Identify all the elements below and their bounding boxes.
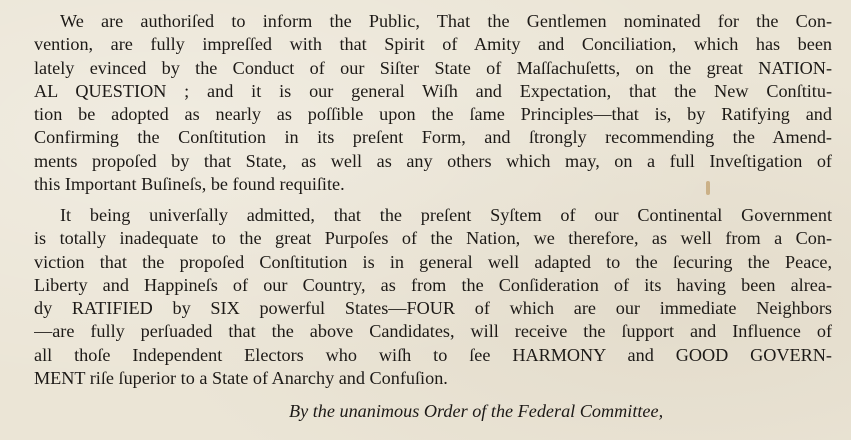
paragraph-announcement — [34, 10, 832, 196]
paragraph-argument — [34, 204, 832, 390]
paragraph-line: is totally inadequate to the great Purpoſes of the Nation, we therefore, as well from a Con- — [34, 228, 832, 249]
paragraph-line: It being univerſally admitted, that the preſent Syſtem of our Continental Government — [60, 205, 832, 225]
paragraph-line: vention, are fully impreſſed with that Spirit of Amity and Conciliation, which has been — [34, 34, 832, 55]
paragraph-line: Confirming the Conſtitution in its preſent Form, and ſtrongly recommending the Amend- — [34, 127, 832, 148]
paragraph-line: —are fully perſuaded that the above Candidates, will receive the ſupport and Influence of — [34, 321, 832, 342]
paragraph-line: all thoſe Independent Electors who wiſh to ſee HARMONY and GOOD GOVERN- — [34, 344, 832, 365]
closing-signature: By the unanimous Order of the Federal Committee, — [289, 401, 664, 421]
paragraph-line: We are authoriſed to inform the Public, That the Gentlemen nominated for the Con- — [60, 11, 832, 31]
paragraph-line: dy RATIFIED by SIX powerful States—FOUR of which are our immediate Neighbors — [34, 298, 832, 319]
paragraph-line: MENT riſe ſuperior to a State of Anarchy and Confuſion. — [34, 368, 448, 389]
paragraph-line: Liberty and Happineſs of our Country, as from the Conſideration of its having been alrea- — [34, 274, 832, 295]
paragraph-line: tion be adopted as nearly as poſſible upon the ſame Principles—that is, by Ratifying and — [34, 104, 832, 125]
paragraph-line: this Important Buſineſs, be found requiſite. — [34, 174, 345, 195]
paper-stain — [706, 181, 710, 195]
paragraph-line: ments propoſed by that State, as well as any others which may, on a full Inveſtigation of — [34, 150, 832, 171]
paragraph-line: viction that the propoſed Conſtitution is in general well adapted to the ſecuring the Peace, — [34, 251, 832, 272]
paragraph-line: lately evinced by the Conduct of our Siſter State of Maſſachuſetts, on the great NATION- — [34, 57, 832, 78]
paragraph-line: AL QUESTION ; and it is our general Wiſh and Expectation, that the New Conſtitu- — [34, 80, 832, 101]
